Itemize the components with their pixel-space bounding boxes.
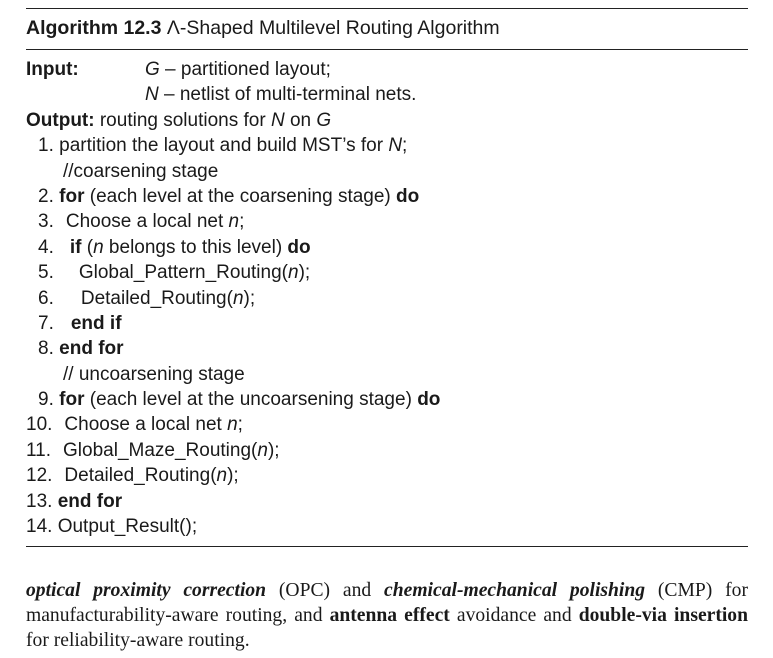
- output-var-n: N: [270, 109, 285, 131]
- output-var-g: G: [316, 109, 332, 131]
- step-12-var: n: [216, 465, 228, 487]
- bottom-rule: [26, 546, 748, 547]
- step-11-text: Global_Maze_Routing(: [63, 439, 258, 461]
- algorithm-body: [26, 57, 748, 539]
- output-text-a: routing solutions for: [94, 109, 271, 131]
- algorithm-number: Algorithm 12.3: [26, 17, 162, 39]
- step-4-var: n: [93, 236, 104, 258]
- algorithm-title: [26, 15, 500, 41]
- step-5-text: Global_Pattern_Routing(: [78, 262, 288, 284]
- step-4: [26, 235, 748, 260]
- comment-uncoarsening: // uncoarsening stage: [63, 363, 245, 385]
- step-1-tail: ;: [402, 135, 408, 157]
- input-desc-g: – partitioned layout;: [159, 59, 331, 80]
- output-label: Output:: [26, 109, 95, 131]
- step-5: [26, 260, 748, 285]
- comment-coarsening: //coarsening stage: [63, 160, 219, 182]
- step-11: [26, 438, 748, 463]
- step-6-var: n: [232, 287, 244, 309]
- step-13-number: 13.: [26, 490, 53, 512]
- input-line: [26, 57, 748, 82]
- step-3-text: Choose a local net: [65, 211, 229, 233]
- step-2-keyword-do: do: [396, 185, 420, 207]
- step-4-text: belongs to this level): [103, 236, 288, 258]
- step-3-var: n: [228, 211, 240, 233]
- step-6-number: 6.: [38, 287, 54, 309]
- step-4-keyword-do: do: [287, 236, 311, 258]
- step-14-number: 14.: [26, 516, 53, 538]
- term-antenna-effect: antenna effect: [329, 605, 450, 626]
- output-text-b: on: [284, 109, 317, 131]
- input-line-2: [26, 82, 748, 107]
- step-2-number: 2.: [38, 185, 54, 207]
- input-desc-n: – netlist of multi-terminal nets.: [158, 84, 417, 106]
- step-8: [26, 336, 748, 361]
- paragraph-text-2: (CMP) for manufacturability-aware routing, and: [26, 580, 748, 626]
- step-1: [26, 133, 748, 158]
- step-8-keyword: end for: [59, 338, 124, 360]
- step-9-text: (each level at the uncoarsening stage): [84, 389, 418, 411]
- term-double-via: double-via insertion: [578, 605, 748, 626]
- step-3-tail: ;: [239, 211, 245, 233]
- step-14-text: Output_Result();: [52, 516, 198, 538]
- step-13: [26, 489, 748, 514]
- term-opc: optical proximity correction: [26, 580, 267, 601]
- step-1-text: partition the layout and build MST’s for: [53, 135, 389, 157]
- step-7-keyword: end if: [70, 312, 122, 334]
- step-12-text: Detailed_Routing(: [64, 465, 217, 487]
- step-10-tail: ;: [237, 414, 243, 436]
- input-var-n: N: [145, 84, 159, 106]
- paragraph-text-4: for reliability-aware routing.: [26, 630, 250, 651]
- step-3: [26, 209, 748, 234]
- step-12-tail: );: [227, 465, 239, 487]
- step-12-number: 12.: [26, 465, 53, 487]
- paragraph-text-1: (OPC) and: [266, 580, 385, 601]
- step-3-number: 3.: [38, 211, 54, 233]
- step-9-keyword-for: for: [59, 389, 85, 411]
- step-7: [26, 311, 748, 336]
- term-cmp: chemical-mechanical polishing: [384, 580, 646, 601]
- step-9: [26, 387, 748, 412]
- step-1-var: N: [388, 135, 403, 157]
- step-6-text: Detailed_Routing(: [80, 287, 233, 309]
- step-1-number: 1.: [38, 135, 54, 157]
- step-5-tail: );: [298, 262, 311, 284]
- step-14: [26, 514, 748, 539]
- body-paragraph: [26, 578, 748, 653]
- step-4-paren: (: [81, 236, 94, 258]
- step-2-keyword-for: for: [59, 185, 85, 207]
- step-5-var: n: [288, 262, 299, 284]
- step-12: [26, 463, 748, 488]
- title-rule: [26, 49, 748, 50]
- step-9-number: 9.: [38, 389, 54, 411]
- step-6-tail: );: [243, 287, 256, 309]
- step-2: [26, 184, 748, 209]
- step-10-text: Choose a local net: [64, 414, 228, 436]
- step-10-var: n: [227, 414, 238, 436]
- step-7-number: 7.: [38, 312, 54, 334]
- step-4-keyword-if: if: [69, 236, 82, 258]
- top-rule: [26, 8, 748, 9]
- step-8-number: 8.: [38, 338, 54, 360]
- paragraph-text-3: avoidance and: [449, 605, 579, 626]
- step-4-number: 4.: [38, 236, 54, 258]
- step-11-var: n: [257, 439, 268, 461]
- output-line: [26, 108, 748, 133]
- step-5-number: 5.: [38, 262, 54, 284]
- step-11-number: 11.: [26, 439, 52, 461]
- step-11-tail: );: [267, 439, 280, 461]
- step-13-keyword: end for: [57, 490, 123, 512]
- step-10: [26, 412, 748, 437]
- input-label: Input:: [26, 59, 79, 80]
- step-10-number: 10.: [26, 414, 53, 436]
- step-2-text: (each level at the coarsening stage): [84, 185, 397, 207]
- step-9-keyword-do: do: [417, 389, 441, 411]
- input-var-g: G: [145, 59, 160, 80]
- step-6: [26, 286, 748, 311]
- algorithm-name: Λ-Shaped Multilevel Routing Algorithm: [166, 17, 500, 39]
